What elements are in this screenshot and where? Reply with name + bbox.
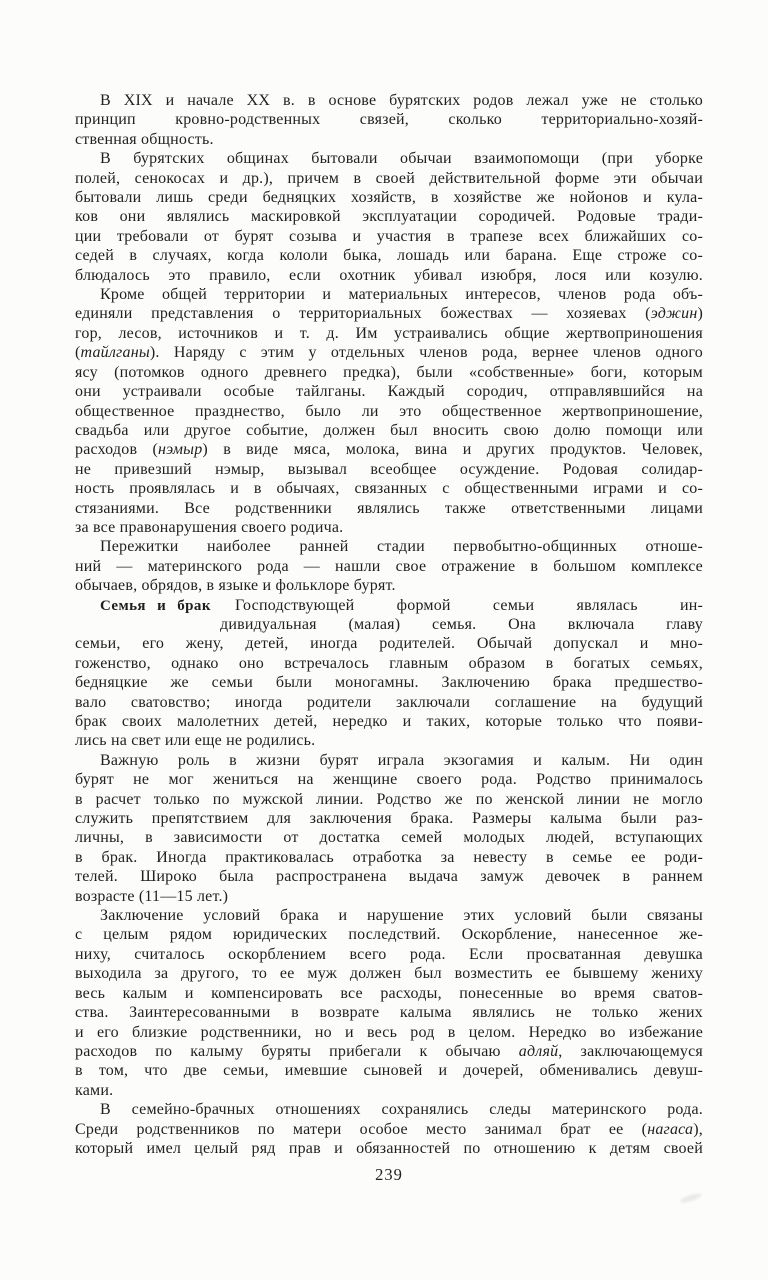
- text-segment: который имел целый ряд прав и обязанностей по отношению к детям своей: [75, 1139, 703, 1157]
- text-line: [75, 421, 703, 440]
- text-segment: они устраивали особые тайлганы. Каждый сородич, отправлявшийся на: [75, 383, 703, 401]
- text-line: [75, 440, 703, 459]
- text-segment: семьи, его жену, детей, иногда родителей. Обычай допускал и мно-: [75, 635, 703, 653]
- text-line: [75, 964, 703, 983]
- text-segment: стязаниями. Все родственники являлись также ответственными лицами: [75, 499, 703, 517]
- text-segment: выходила за другого, то ее муж должен был возместить ее бывшему жениху: [75, 965, 703, 983]
- text-segment: (: [75, 344, 81, 362]
- text-segment: В семейно-брачных отношениях сохранялись следы материнского рода.: [100, 1101, 703, 1119]
- text-line: [75, 945, 703, 964]
- scan-smudge: [680, 1192, 703, 1205]
- text-line: [235, 596, 703, 615]
- text-line: [75, 887, 703, 906]
- text-segment: ков они являлись маскировкой эксплуатации сородичей. Родовые тради-: [75, 208, 703, 226]
- text-segment: ясу (потомков одного древнего предка), были «собственные» боги, которым: [75, 363, 703, 381]
- text-segment: ): [697, 305, 703, 323]
- italic-term: нагаса: [647, 1120, 694, 1138]
- text-segment: лись на свет или еще не родились.: [75, 732, 316, 750]
- text-block: [75, 91, 703, 1185]
- text-line: [75, 984, 703, 1003]
- text-segment: ний — материнского рода — нашли свое отражение в большом комплексе: [75, 557, 703, 575]
- text-segment: Кроме общей территории и материальных интересов, членов рода объ-: [100, 286, 703, 304]
- text-line: [75, 693, 703, 712]
- text-segment: расходов по калыму буряты прибегали к обычаю: [75, 1042, 519, 1060]
- italic-term: тайлганы: [80, 344, 150, 362]
- text-line: [75, 1100, 703, 1119]
- text-segment: ственная общность.: [75, 130, 214, 148]
- text-segment: и его близкие родственники, но и весь род в целом. Нередко во избежание: [75, 1023, 703, 1041]
- text-segment: ции требовали от бурят созыва и участия в трапезе всех ближайших со-: [75, 227, 703, 245]
- text-line: [75, 382, 703, 401]
- text-segment: брак своих малолетних детей, нередко и таких, которые только что появи-: [75, 713, 703, 730]
- text-segment: полей, сенокосах и др.), причем в своей действительной форме эти обычаи: [75, 169, 703, 187]
- text-line: [75, 576, 703, 595]
- italic-term: эджин: [650, 305, 698, 323]
- text-segment: личны, в зависимости от достатка семей молодых людей, вступающих: [75, 829, 703, 847]
- text-segment: В XIX и начале XX в. в основе бурятских родов лежал уже не столько: [100, 92, 703, 109]
- text-segment: расходов (: [75, 441, 158, 459]
- text-segment: принцип кровно-родственных связей, сколько территориально-хозяй-: [75, 111, 703, 129]
- text-line: [75, 130, 703, 149]
- text-segment: не привезший нэмыр, вызывал всеобщее осуждение. Родовая солидар-: [75, 460, 703, 478]
- text-segment: бурят не мог жениться на женщине своего рода. Родство принималось: [75, 771, 703, 789]
- text-segment: бытовали лишь среди бедняцких хозяйств, в хозяйстве же нойонов и кула-: [75, 189, 703, 207]
- text-line: [220, 615, 703, 634]
- text-line: [75, 557, 703, 576]
- text-segment: ) в виде мяса, молока, вина и других продуктов. Человек,: [202, 441, 703, 459]
- text-line: [75, 1023, 703, 1042]
- text-segment: В бурятских общинах бытовали обычаи взаимопомощи (при уборке: [100, 150, 703, 168]
- text-line: [75, 925, 703, 944]
- text-segment: ниху, считалось оскорблением всего рода. Если просватанная девушка: [75, 945, 703, 963]
- text-segment: телей. Широко была распространена выдача замуж девочек в раннем: [75, 868, 703, 886]
- paragraph: [75, 149, 703, 285]
- text-line: [75, 460, 703, 479]
- text-line: [75, 110, 703, 129]
- text-line: [75, 227, 703, 246]
- text-line: [75, 207, 703, 226]
- text-segment: , заключающемуся: [558, 1042, 703, 1060]
- text-line: [75, 324, 703, 343]
- text-line: [75, 343, 703, 362]
- text-segment: весь калым и компенсировать все расходы, понесенные во время сватов-: [75, 984, 703, 1002]
- text-line: [75, 906, 703, 925]
- text-segment: вало сватовство; иногда родители заключали соглашение на будущий: [75, 693, 703, 711]
- text-line: [75, 731, 703, 750]
- text-segment: Важную роль в жизни бурят играла экзогамия и калым. Ни один: [100, 751, 703, 769]
- text-line: [75, 479, 703, 498]
- italic-term: нэмыр: [157, 441, 203, 459]
- text-line: [75, 751, 703, 770]
- text-segment: Заключение условий брака и нарушение этих условий были связаны: [100, 907, 703, 925]
- text-line: [75, 1042, 703, 1061]
- text-line: [75, 673, 703, 692]
- text-segment: с целым рядом юридических последствий. Оскорбление, нанесенное же-: [75, 926, 703, 944]
- text-line: [75, 188, 703, 207]
- text-segment: ),: [693, 1120, 703, 1138]
- text-segment: ками.: [75, 1081, 114, 1099]
- text-line: [75, 828, 703, 847]
- paragraph: [75, 537, 703, 595]
- text-segment: гоженство, однако оно встречалось главным образом в богатых семьях,: [75, 654, 703, 672]
- text-segment: седей в случаях, когда кололи быка, лошадь или барана. Еще строже со-: [75, 247, 703, 265]
- text-line: [75, 266, 703, 285]
- text-line: [75, 169, 703, 188]
- text-line: [75, 363, 703, 382]
- text-segment: гор, лесов, источников и т. д. Им устраивались общие жертвоприношения: [75, 324, 703, 342]
- text-line: [75, 1120, 703, 1139]
- italic-term: адляй: [518, 1042, 559, 1060]
- text-segment: служить препятствием для заключения брака. Размеры калыма были раз-: [75, 810, 703, 828]
- text-line: [75, 499, 703, 518]
- paragraph: [75, 751, 703, 906]
- text-segment: ). Наряду с этим у отдельных членов рода, вернее членов одного: [149, 344, 703, 362]
- section-side-heading: Семья и брак: [100, 597, 211, 614]
- text-line: [75, 304, 703, 323]
- text-segment: общественное празднество, было ли это общественное жертвоприношение,: [75, 402, 703, 420]
- text-line: [75, 91, 703, 110]
- text-line: [75, 1061, 703, 1080]
- text-segment: свадьба или другое событие, должен был вносить свою долю помощи или: [75, 421, 703, 439]
- text-segment: возрасте (11—15 лет.): [75, 887, 229, 905]
- text-line: [75, 712, 703, 731]
- text-line: [75, 246, 703, 265]
- text-segment: обычаев, обрядов, в языке и фольклоре бурят.: [75, 577, 396, 595]
- paragraph: [75, 906, 703, 1100]
- text-segment: блюдалось это правило, если охотник убивал изюбря, лося или козулю.: [75, 266, 703, 284]
- text-segment: бедняцкие же семьи были моногамны. Заключению брака предшество-: [75, 674, 703, 692]
- text-line: [75, 285, 703, 304]
- text-segment: ность проявлялась и в обычаях, связанных с общественными играми и со-: [75, 480, 703, 498]
- text-line: [75, 867, 703, 886]
- text-segment: в брак. Иногда практиковалась отработка за невесту в семье ее роди-: [75, 848, 703, 866]
- text-segment: в том, что две семьи, имевшие сыновей и дочерей, обменивались девуш-: [75, 1062, 703, 1080]
- text-line: [75, 1139, 703, 1158]
- paragraph: [75, 596, 703, 751]
- text-line: [75, 537, 703, 556]
- text-segment: в расчет только по мужской линии. Родство же по женской линии не могло: [75, 790, 703, 808]
- paragraph: [75, 285, 703, 537]
- text-line: [75, 518, 703, 537]
- page-number: 239: [375, 1165, 403, 1185]
- text-line: [75, 402, 703, 421]
- text-line: [75, 654, 703, 673]
- text-segment: единяли представления о территориальных божествах — хозяевах (: [75, 305, 651, 323]
- paragraph: [75, 1100, 703, 1158]
- text-segment: Господствующей формой семьи являлась ин-: [235, 596, 703, 614]
- paragraph: [75, 91, 703, 149]
- text-line: [75, 770, 703, 789]
- text-line: [75, 149, 703, 168]
- text-line: [75, 1081, 703, 1100]
- text-line: [75, 809, 703, 828]
- text-segment: дивидуальная (малая) семья. Она включала главу: [220, 615, 703, 633]
- text-segment: Пережитки наиболее ранней стадии первобытно-общинных отноше-: [100, 538, 703, 556]
- text-line: [75, 848, 703, 867]
- text-line: [75, 790, 703, 809]
- text-segment: Среди родственников по матери особое место занимал брат ее (: [75, 1120, 648, 1138]
- text-line: [75, 634, 703, 653]
- text-segment: за все правонарушения своего родича.: [75, 518, 344, 536]
- text-segment: ства. Заинтересованными в возврате калыма являлись не только жених: [75, 1004, 703, 1022]
- text-line: [75, 1003, 703, 1022]
